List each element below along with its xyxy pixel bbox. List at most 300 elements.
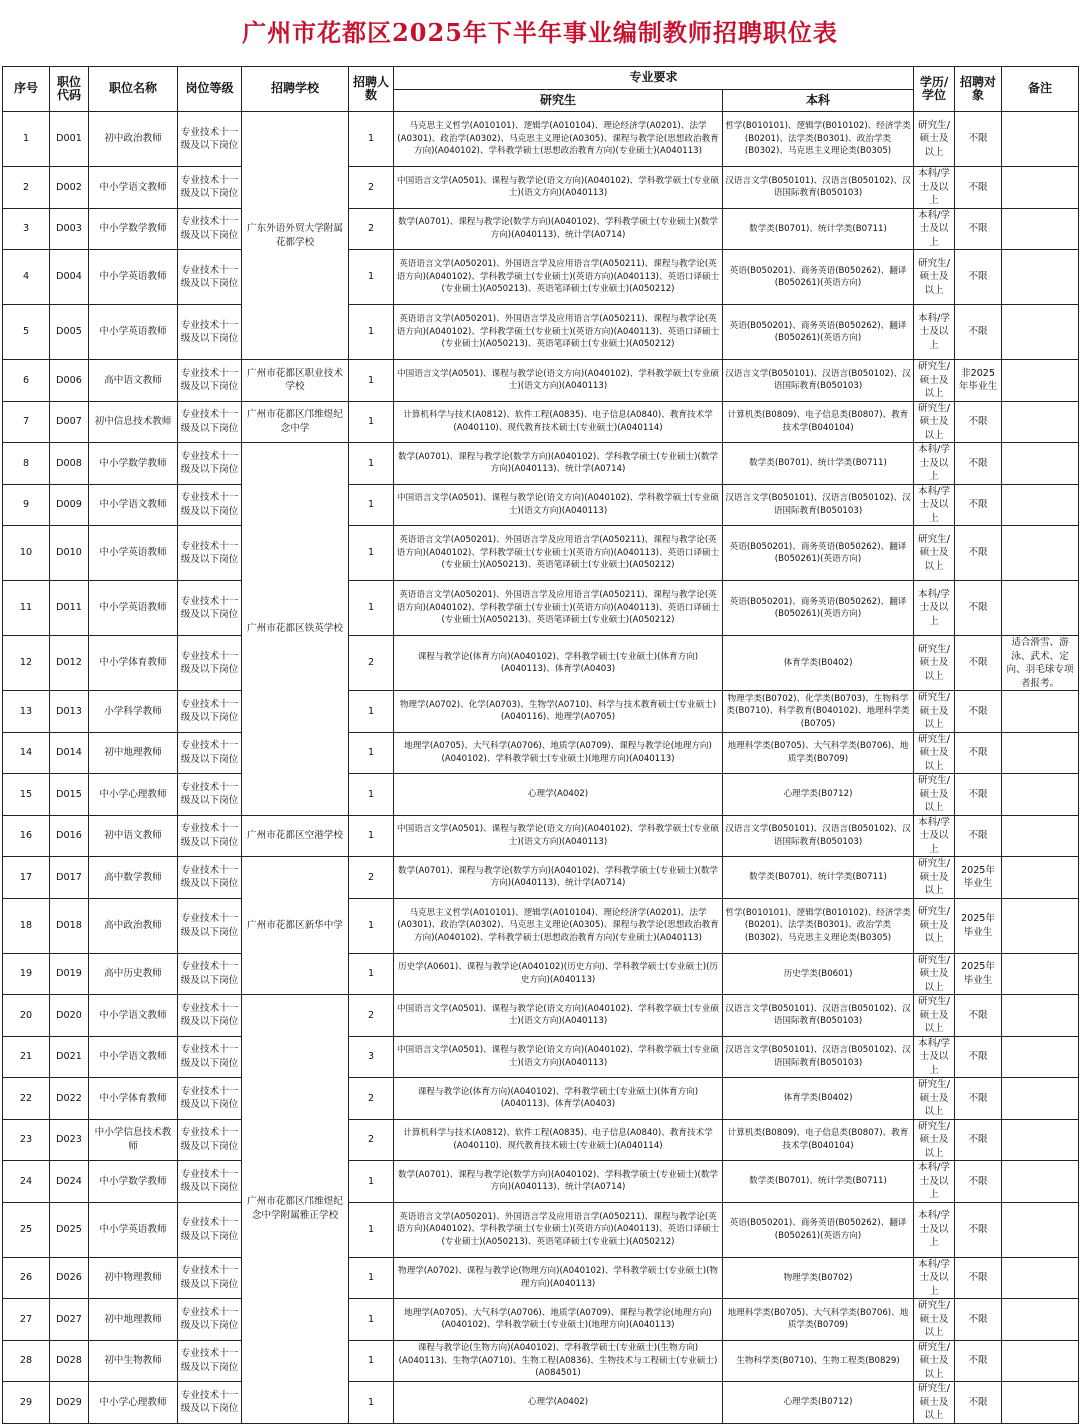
cell-edu: 研究生/硕士及以上: [914, 526, 955, 581]
cell-count: 1: [349, 305, 394, 360]
cell-seq: 24: [3, 1161, 50, 1203]
cell-school: 广州市花都区空港学校: [242, 815, 349, 857]
cell-count: 1: [349, 732, 394, 774]
cell-grad-major: 物理学(A0702)、化学(A0703)、生物学(A0710)、科学与技术教育硕士(专业硕士)(A040116)、地理学(A0705): [394, 691, 723, 733]
cell-target: 不限: [955, 581, 1002, 636]
cell-edu: 本科/学士及以上: [914, 815, 955, 857]
cell-grad-major: 计算机科学与技术(A0812)、软件工程(A0835)、电子信息(A0840)、教育技术学(A040110)、现代教育技术硕士(专业硕士)(A040114): [394, 401, 723, 443]
cell-target: 不限: [955, 1202, 1002, 1257]
cell-undergrad-major: 哲学(B010101)、逻辑学(B010102)、经济学类(B0201)、法学类(B0301)、政治学类(B0302)、马克思主义理论类(B0305): [723, 112, 914, 167]
cell-undergrad-major: 物理学类(B0702): [723, 1257, 914, 1299]
cell-seq: 19: [3, 953, 50, 995]
cell-target: 不限: [955, 1078, 1002, 1120]
cell-remark: [1002, 112, 1079, 167]
cell-target: 不限: [955, 305, 1002, 360]
cell-code: D014: [50, 732, 89, 774]
table-row: [3, 250, 1079, 305]
cell-undergrad-major: 英语(B050201)、商务英语(B050262)、翻译(B050261)(英语方向): [723, 1202, 914, 1257]
cell-grade: 专业技术十一级及以下岗位: [178, 1078, 242, 1120]
cell-code: D029: [50, 1382, 89, 1424]
cell-target: 2025年毕业生: [955, 857, 1002, 899]
cell-seq: 10: [3, 526, 50, 581]
cell-undergrad-major: 物理学类(B0702)、化学类(B0703)、生物科学类(B0710)、科学教育(B040102)、地理科学类(B0705): [723, 691, 914, 733]
cell-grade: 专业技术十一级及以下岗位: [178, 953, 242, 995]
cell-grade: 专业技术十一级及以下岗位: [178, 857, 242, 899]
cell-remark: [1002, 774, 1079, 816]
cell-position: 高中数学教师: [89, 857, 178, 899]
cell-code: D011: [50, 581, 89, 636]
cell-code: D005: [50, 305, 89, 360]
cell-code: D026: [50, 1257, 89, 1299]
cell-position: 初中地理教师: [89, 1299, 178, 1341]
cell-undergrad-major: 汉语言文学(B050101)、汉语言(B050102)、汉语国际教育(B050103): [723, 167, 914, 209]
cell-grade: 专业技术十一级及以下岗位: [178, 250, 242, 305]
table-row: [3, 1161, 1079, 1203]
cell-target: 2025年毕业生: [955, 898, 1002, 953]
cell-undergrad-major: 英语(B050201)、商务英语(B050262)、翻译(B050261)(英语方向): [723, 526, 914, 581]
cell-grad-major: 地理学(A0705)、大气科学(A0706)、地质学(A0709)、课程与教学论(地理方向)(A040102)、学科教学硕士(专业硕士)(地理方向)(A040113): [394, 1299, 723, 1341]
cell-grade: 专业技术十一级及以下岗位: [178, 443, 242, 485]
cell-position: 小学科学教师: [89, 691, 178, 733]
cell-grade: 专业技术十一级及以下岗位: [178, 1382, 242, 1424]
cell-edu: 研究生/硕士及以上: [914, 1078, 955, 1120]
cell-count: 1: [349, 774, 394, 816]
cell-edu: 研究生/硕士及以上: [914, 401, 955, 443]
cell-edu: 研究生/硕士及以上: [914, 1382, 955, 1424]
header-count: 招聘人数: [349, 67, 394, 112]
cell-undergrad-major: 心理学类(B0712): [723, 774, 914, 816]
cell-seq: 28: [3, 1340, 50, 1382]
cell-position: 初中政治教师: [89, 112, 178, 167]
cell-grade: 专业技术十一级及以下岗位: [178, 208, 242, 250]
table-row: [3, 1299, 1079, 1341]
cell-position: 中小学英语教师: [89, 526, 178, 581]
cell-remark: [1002, 167, 1079, 209]
table-row: [3, 360, 1079, 402]
cell-target: 不限: [955, 443, 1002, 485]
cell-count: 2: [349, 995, 394, 1037]
cell-count: 1: [349, 1299, 394, 1341]
cell-grad-major: 课程与教学论(体育方向)(A040102)、学科教学硕士(专业硕士)(体育方向)(A040113)、体育学(A0403): [394, 636, 723, 691]
cell-undergrad-major: 英语(B050201)、商务英语(B050262)、翻译(B050261)(英语方向): [723, 250, 914, 305]
cell-count: 1: [349, 1382, 394, 1424]
table-row: [3, 1119, 1079, 1161]
cell-target: 不限: [955, 1257, 1002, 1299]
cell-remark: [1002, 401, 1079, 443]
cell-grade: 专业技术十一级及以下岗位: [178, 1202, 242, 1257]
cell-position: 初中生物教师: [89, 1340, 178, 1382]
cell-position: 中小学心理教师: [89, 774, 178, 816]
cell-position: 中小学数学教师: [89, 443, 178, 485]
cell-code: D025: [50, 1202, 89, 1257]
cell-grade: 专业技术十一级及以下岗位: [178, 1257, 242, 1299]
cell-target: 2025年毕业生: [955, 953, 1002, 995]
cell-position: 中小学体育教师: [89, 636, 178, 691]
cell-target: 不限: [955, 1161, 1002, 1203]
cell-grad-major: 中国语言文学(A0501)、课程与教学论(语文方向)(A040102)、学科教学硕士(专业硕士)(语文方向)(A040113): [394, 815, 723, 857]
cell-code: D021: [50, 1036, 89, 1078]
cell-position: 中小学英语教师: [89, 250, 178, 305]
header-edu: 学历/学位: [914, 67, 955, 112]
cell-seq: 15: [3, 774, 50, 816]
cell-undergrad-major: 英语(B050201)、商务英语(B050262)、翻译(B050261)(英语方向): [723, 581, 914, 636]
cell-position: 中小学英语教师: [89, 1202, 178, 1257]
cell-position: 初中语文教师: [89, 815, 178, 857]
cell-grade: 专业技术十一级及以下岗位: [178, 898, 242, 953]
cell-grade: 专业技术十一级及以下岗位: [178, 774, 242, 816]
table-row: [3, 443, 1079, 485]
cell-count: 1: [349, 898, 394, 953]
cell-position: 初中地理教师: [89, 732, 178, 774]
cell-grad-major: 中国语言文学(A0501)、课程与教学论(语文方向)(A040102)、学科教学硕士(专业硕士)(语文方向)(A040113): [394, 995, 723, 1037]
cell-edu: 研究生/硕士及以上: [914, 774, 955, 816]
cell-remark: [1002, 1299, 1079, 1341]
cell-position: 中小学英语教师: [89, 305, 178, 360]
cell-position: 高中历史教师: [89, 953, 178, 995]
table-row: [3, 401, 1079, 443]
cell-code: D013: [50, 691, 89, 733]
cell-position: 中小学数学教师: [89, 208, 178, 250]
cell-undergrad-major: 计算机类(B0809)、电子信息类(B0807)、教育技术学(B040104): [723, 1119, 914, 1161]
cell-edu: 研究生/硕士及以上: [914, 360, 955, 402]
cell-seq: 8: [3, 443, 50, 485]
cell-target: 不限: [955, 1299, 1002, 1341]
cell-remark: [1002, 360, 1079, 402]
header-remark: 备注: [1002, 67, 1079, 112]
cell-target: 不限: [955, 112, 1002, 167]
cell-count: 2: [349, 208, 394, 250]
recruitment-table: [2, 66, 1079, 1424]
cell-school: 广州市花都区职业技术学校: [242, 360, 349, 402]
cell-code: D010: [50, 526, 89, 581]
table-row: [3, 208, 1079, 250]
table-row: [3, 1036, 1079, 1078]
cell-remark: [1002, 250, 1079, 305]
cell-position: 中小学语文教师: [89, 1036, 178, 1078]
cell-count: 1: [349, 1257, 394, 1299]
cell-grad-major: 物理学(A0702)、课程与教学论(物理方向)(A040102)、学科教学硕士(专业硕士)(物理方向)(A040113): [394, 1257, 723, 1299]
cell-count: 1: [349, 691, 394, 733]
cell-code: D006: [50, 360, 89, 402]
cell-edu: 研究生/硕士及以上: [914, 953, 955, 995]
cell-edu: 本科/学士及以上: [914, 581, 955, 636]
cell-grad-major: 数学(A0701)、课程与教学论(数学方向)(A040102)、学科教学硕士(专业硕士)(数学方向)(A040113)、统计学(A0714): [394, 443, 723, 485]
table-row: [3, 526, 1079, 581]
cell-grade: 专业技术十一级及以下岗位: [178, 732, 242, 774]
cell-position: 中小学信息技术教师: [89, 1119, 178, 1161]
cell-grad-major: 心理学(A0402): [394, 774, 723, 816]
cell-target: 不限: [955, 1036, 1002, 1078]
cell-grade: 专业技术十一级及以下岗位: [178, 401, 242, 443]
header-undergrad: 本科: [723, 90, 914, 112]
cell-grad-major: 英语语言文学(A050201)、外国语言学及应用语言学(A050211)、课程与教学论(英语方向)(A040102)、学科教学硕士(专业硕士)(英语方向)(A040113)、英语口译硕士(专业硕士)(A050213)、英语笔译硕士(专业硕士)(A050212): [394, 526, 723, 581]
cell-seq: 26: [3, 1257, 50, 1299]
cell-grade: 专业技术十一级及以下岗位: [178, 581, 242, 636]
cell-remark: [1002, 1036, 1079, 1078]
cell-edu: 研究生/硕士及以上: [914, 691, 955, 733]
cell-seq: 11: [3, 581, 50, 636]
cell-undergrad-major: 心理学类(B0712): [723, 1382, 914, 1424]
cell-count: 1: [349, 953, 394, 995]
cell-grad-major: 课程与教学论(体育方向)(A040102)、学科教学硕士(专业硕士)(体育方向)(A040113)、体育学(A0403): [394, 1078, 723, 1120]
cell-undergrad-major: 数学类(B0701)、统计学类(B0711): [723, 208, 914, 250]
cell-remark: [1002, 305, 1079, 360]
cell-edu: 本科/学士及以上: [914, 1257, 955, 1299]
cell-undergrad-major: 地理科学类(B0705)、大气科学类(B0706)、地质学类(B0709): [723, 1299, 914, 1341]
cell-seq: 18: [3, 898, 50, 953]
cell-target: 不限: [955, 1119, 1002, 1161]
cell-target: 不限: [955, 526, 1002, 581]
cell-code: D016: [50, 815, 89, 857]
cell-count: 1: [349, 443, 394, 485]
table-row: [3, 1257, 1079, 1299]
cell-edu: 研究生/硕士及以上: [914, 1340, 955, 1382]
cell-seq: 23: [3, 1119, 50, 1161]
table-row: [3, 1340, 1079, 1382]
cell-grad-major: 中国语言文学(A0501)、课程与教学论(语文方向)(A040102)、学科教学硕士(专业硕士)(语文方向)(A040113): [394, 1036, 723, 1078]
header-grad: 研究生: [394, 90, 723, 112]
page-title: 广州市花都区2025年下半年事业编制教师招聘职位表: [242, 18, 838, 47]
cell-code: D004: [50, 250, 89, 305]
cell-code: D018: [50, 898, 89, 953]
cell-grad-major: 中国语言文学(A0501)、课程与教学论(语文方向)(A040102)、学科教学硕士(专业硕士)(语文方向)(A040113): [394, 484, 723, 526]
cell-seq: 16: [3, 815, 50, 857]
cell-count: 1: [349, 1202, 394, 1257]
cell-grad-major: 计算机科学与技术(A0812)、软件工程(A0835)、电子信息(A0840)、教育技术学(A040110)、现代教育技术硕士(专业硕士)(A040114): [394, 1119, 723, 1161]
table-row: [3, 815, 1079, 857]
cell-remark: 适合滑雪、游泳、武术、定向、羽毛球专项者报考。: [1002, 636, 1079, 691]
cell-undergrad-major: 汉语言文学(B050101)、汉语言(B050102)、汉语国际教育(B050103): [723, 1036, 914, 1078]
cell-seq: 1: [3, 112, 50, 167]
cell-position: 中小学体育教师: [89, 1078, 178, 1120]
cell-seq: 17: [3, 857, 50, 899]
cell-remark: [1002, 691, 1079, 733]
cell-code: D003: [50, 208, 89, 250]
cell-grade: 专业技术十一级及以下岗位: [178, 995, 242, 1037]
cell-undergrad-major: 数学类(B0701)、统计学类(B0711): [723, 443, 914, 485]
cell-seq: 29: [3, 1382, 50, 1424]
cell-undergrad-major: 汉语言文学(B050101)、汉语言(B050102)、汉语国际教育(B050103): [723, 360, 914, 402]
cell-grad-major: 数学(A0701)、课程与教学论(数学方向)(A040102)、学科教学硕士(专业硕士)(数学方向)(A040113)、统计学(A0714): [394, 208, 723, 250]
cell-target: 不限: [955, 1382, 1002, 1424]
cell-edu: 研究生/硕士及以上: [914, 1299, 955, 1341]
cell-grade: 专业技术十一级及以下岗位: [178, 167, 242, 209]
cell-edu: 研究生/硕士及以上: [914, 732, 955, 774]
table-row: [3, 305, 1079, 360]
cell-grad-major: 英语语言文学(A050201)、外国语言学及应用语言学(A050211)、课程与教学论(英语方向)(A040102)、学科教学硕士(专业硕士)(英语方向)(A040113)、英语口译硕士(专业硕士)(A050213)、英语笔译硕士(专业硕士)(A050212): [394, 305, 723, 360]
cell-grade: 专业技术十一级及以下岗位: [178, 526, 242, 581]
cell-remark: [1002, 815, 1079, 857]
cell-seq: 25: [3, 1202, 50, 1257]
cell-count: 1: [349, 360, 394, 402]
cell-seq: 4: [3, 250, 50, 305]
cell-code: D020: [50, 995, 89, 1037]
cell-count: 2: [349, 167, 394, 209]
cell-grad-major: 历史学(A0601)、课程与教学论(A040102)(历史方向)、学科教学硕士(专业硕士)(历史方向)(A040113): [394, 953, 723, 995]
cell-position: 初中物理教师: [89, 1257, 178, 1299]
cell-grad-major: 心理学(A0402): [394, 1382, 723, 1424]
cell-edu: 研究生/硕士及以上: [914, 857, 955, 899]
table-row: [3, 857, 1079, 899]
cell-undergrad-major: 体育学类(B0402): [723, 636, 914, 691]
cell-remark: [1002, 526, 1079, 581]
cell-grade: 专业技术十一级及以下岗位: [178, 1299, 242, 1341]
cell-undergrad-major: 生物科学类(B0710)、生物工程类(B0829): [723, 1340, 914, 1382]
header-position: 职位名称: [89, 67, 178, 112]
cell-school: 广州市花都区铁英学校: [242, 443, 349, 816]
cell-seq: 5: [3, 305, 50, 360]
cell-count: 2: [349, 636, 394, 691]
cell-undergrad-major: 体育学类(B0402): [723, 1078, 914, 1120]
cell-target: 非2025年毕业生: [955, 360, 1002, 402]
cell-remark: [1002, 581, 1079, 636]
table-row: [3, 995, 1079, 1037]
cell-position: 初中信息技术教师: [89, 401, 178, 443]
table-row: [3, 953, 1079, 995]
cell-grade: 专业技术十一级及以下岗位: [178, 360, 242, 402]
header-major: 专业要求: [394, 67, 914, 90]
cell-grad-major: 英语语言文学(A050201)、外国语言学及应用语言学(A050211)、课程与教学论(英语方向)(A040102)、学科教学硕士(专业硕士)(英语方向)(A040113)、英语口译硕士(专业硕士)(A050213)、英语笔译硕士(专业硕士)(A050212): [394, 581, 723, 636]
cell-undergrad-major: 汉语言文学(B050101)、汉语言(B050102)、汉语国际教育(B050103): [723, 484, 914, 526]
cell-grade: 专业技术十一级及以下岗位: [178, 1036, 242, 1078]
cell-code: D022: [50, 1078, 89, 1120]
cell-remark: [1002, 1202, 1079, 1257]
table-row: [3, 636, 1079, 691]
table-row: [3, 898, 1079, 953]
cell-remark: [1002, 1119, 1079, 1161]
cell-code: D002: [50, 167, 89, 209]
cell-target: 不限: [955, 732, 1002, 774]
cell-count: 1: [349, 581, 394, 636]
cell-edu: 本科/学士及以上: [914, 1202, 955, 1257]
cell-grade: 专业技术十一级及以下岗位: [178, 1161, 242, 1203]
cell-count: 1: [349, 250, 394, 305]
cell-remark: [1002, 443, 1079, 485]
cell-edu: 研究生/硕士及以上: [914, 995, 955, 1037]
cell-target: 不限: [955, 815, 1002, 857]
cell-grade: 专业技术十一级及以下岗位: [178, 1340, 242, 1382]
cell-code: D023: [50, 1119, 89, 1161]
table-row: [3, 581, 1079, 636]
cell-target: 不限: [955, 167, 1002, 209]
cell-seq: 12: [3, 636, 50, 691]
cell-grade: 专业技术十一级及以下岗位: [178, 112, 242, 167]
cell-undergrad-major: 历史学类(B0601): [723, 953, 914, 995]
cell-school: 广州市花都区邝维煜纪念中学: [242, 401, 349, 443]
cell-code: D027: [50, 1299, 89, 1341]
cell-code: D028: [50, 1340, 89, 1382]
cell-grade: 专业技术十一级及以下岗位: [178, 1119, 242, 1161]
cell-position: 高中政治教师: [89, 898, 178, 953]
header-target: 招聘对象: [955, 67, 1002, 112]
table-row: [3, 484, 1079, 526]
cell-edu: 本科/学士及以上: [914, 484, 955, 526]
cell-grade: 专业技术十一级及以下岗位: [178, 305, 242, 360]
cell-seq: 21: [3, 1036, 50, 1078]
cell-grade: 专业技术十一级及以下岗位: [178, 636, 242, 691]
cell-target: 不限: [955, 484, 1002, 526]
cell-grad-major: 中国语言文学(A0501)、课程与教学论(语文方向)(A040102)、学科教学硕士(专业硕士)(语文方向)(A040113): [394, 360, 723, 402]
cell-seq: 3: [3, 208, 50, 250]
cell-count: 3: [349, 1036, 394, 1078]
cell-target: 不限: [955, 208, 1002, 250]
cell-school: 广州市花都区新华中学: [242, 857, 349, 995]
cell-count: 1: [349, 1161, 394, 1203]
cell-remark: [1002, 1382, 1079, 1424]
table-row: [3, 1078, 1079, 1120]
cell-code: D001: [50, 112, 89, 167]
cell-seq: 22: [3, 1078, 50, 1120]
cell-count: 2: [349, 1078, 394, 1120]
cell-remark: [1002, 953, 1079, 995]
cell-seq: 14: [3, 732, 50, 774]
cell-seq: 6: [3, 360, 50, 402]
cell-code: D017: [50, 857, 89, 899]
cell-grade: 专业技术十一级及以下岗位: [178, 815, 242, 857]
cell-remark: [1002, 1257, 1079, 1299]
cell-code: D009: [50, 484, 89, 526]
cell-count: 1: [349, 484, 394, 526]
header-grade: 岗位等级: [178, 67, 242, 112]
cell-code: D019: [50, 953, 89, 995]
table-row: [3, 774, 1079, 816]
cell-code: D012: [50, 636, 89, 691]
cell-edu: 研究生/硕士及以上: [914, 112, 955, 167]
cell-edu: 本科/学士及以上: [914, 443, 955, 485]
cell-code: D015: [50, 774, 89, 816]
cell-edu: 研究生/硕士及以上: [914, 250, 955, 305]
cell-grade: 专业技术十一级及以下岗位: [178, 484, 242, 526]
cell-grad-major: 马克思主义哲学(A010101)、逻辑学(A010104)、理论经济学(A0201)、法学(A0301)、政治学(A0302)、马克思主义理论(A0305)、课程与教学论(思想政治教育方向)(A040102)、学科教学硕士(思想政治教育方向)(专业硕士)(A040113): [394, 112, 723, 167]
cell-seq: 20: [3, 995, 50, 1037]
cell-target: 不限: [955, 636, 1002, 691]
cell-seq: 2: [3, 167, 50, 209]
cell-count: 1: [349, 815, 394, 857]
table-row: [3, 112, 1079, 167]
cell-undergrad-major: 汉语言文学(B050101)、汉语言(B050102)、汉语国际教育(B050103): [723, 995, 914, 1037]
cell-grad-major: 课程与教学论(生物方向)(A040102)、学科教学硕士(专业硕士)(生物方向)(A040113)、生物学(A0710)、生物工程(A0836)、生物技术与工程硕士(专业硕士)(A084501): [394, 1340, 723, 1382]
cell-remark: [1002, 1161, 1079, 1203]
header-seq: 序号: [3, 67, 50, 112]
cell-edu: 研究生/硕士及以上: [914, 898, 955, 953]
cell-seq: 27: [3, 1299, 50, 1341]
table-row: [3, 167, 1079, 209]
table-row: [3, 691, 1079, 733]
cell-position: 中小学语文教师: [89, 167, 178, 209]
cell-target: 不限: [955, 774, 1002, 816]
cell-position: 高中语文教师: [89, 360, 178, 402]
cell-remark: [1002, 898, 1079, 953]
cell-code: D007: [50, 401, 89, 443]
cell-edu: 本科/学士及以上: [914, 1036, 955, 1078]
cell-undergrad-major: 哲学(B010101)、逻辑学(B010102)、经济学类(B0201)、法学类(B0301)、政治学类(B0302)、马克思主义理论类(B0305): [723, 898, 914, 953]
cell-grad-major: 数学(A0701)、课程与教学论(数学方向)(A040102)、学科教学硕士(专业硕士)(数学方向)(A040113)、统计学(A0714): [394, 857, 723, 899]
cell-remark: [1002, 208, 1079, 250]
cell-undergrad-major: 数学类(B0701)、统计学类(B0711): [723, 1161, 914, 1203]
cell-target: 不限: [955, 401, 1002, 443]
cell-seq: 7: [3, 401, 50, 443]
cell-grade: 专业技术十一级及以下岗位: [178, 691, 242, 733]
cell-undergrad-major: 计算机类(B0809)、电子信息类(B0807)、教育技术学(B040104): [723, 401, 914, 443]
cell-target: 不限: [955, 250, 1002, 305]
cell-target: 不限: [955, 995, 1002, 1037]
cell-count: 1: [349, 526, 394, 581]
table-row: [3, 1202, 1079, 1257]
header-school: 招聘学校: [242, 67, 349, 112]
cell-count: 1: [349, 112, 394, 167]
cell-remark: [1002, 484, 1079, 526]
cell-target: 不限: [955, 1340, 1002, 1382]
